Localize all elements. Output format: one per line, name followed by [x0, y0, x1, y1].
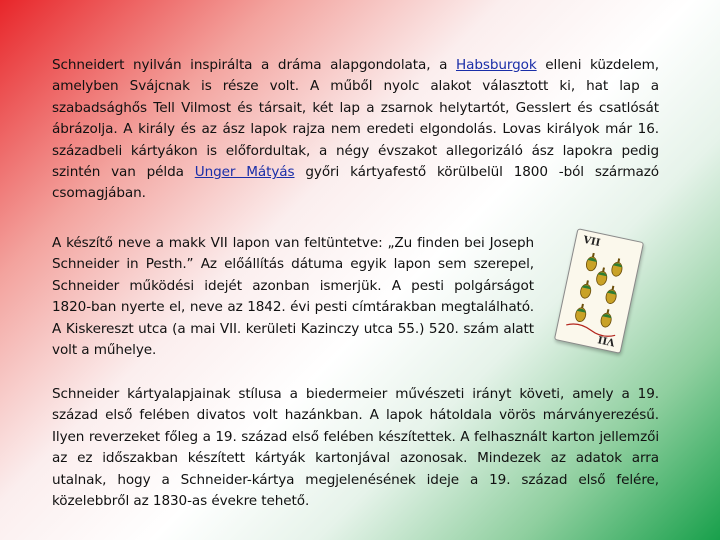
card-label-top: VII	[582, 234, 602, 250]
playing-card-acorn-vii	[554, 228, 644, 354]
paragraph-2: A készítő neve a makk VII lapon van feltüntetve: „Zu finden bei Joseph Schneider in Pesth.” Az előállítás dátuma egyik lapon sem szerepel, Schneider működési idejét azonban ismerjük. A pesti polgárságot 1820-ban nyerte el, neve az 1842. évi pesti címtárakban megtalálható. A Kiskereszt utca (a mai VII. kerületi Kazinczy utca 55.) 520. szám alatt volt a műhelye.	[52, 235, 534, 359]
acorn-suit-card-icon	[555, 229, 643, 352]
paragraph-1-text-b: elleni küzdelem, amelyben Svájcnak is része volt. A műből nyolc alakot választott ki, hat lap a szabadsághős Tell Vilmost és társait, két lap a zsarnok helytartót, Gesslert és csatlósát ábrázolja. A király és az ász lapok rajza nem eredeti elgondolás. Lovas királyok már 16. századbeli kártyákon is előfordultak, a négy évszakot allegorizáló ász lapokra pedig szintén van példa	[52, 57, 660, 181]
unger-matyas-link[interactable]: Unger Mátyás	[194, 164, 295, 181]
paragraph-1-text-c: győri kártyafestő körülbelül 1800 -ból származó csomagjában.	[52, 164, 659, 202]
paragraph-3: Schneider kártyalapjainak stílusa a biedermeier művészeti irányt követi, amely a 19. század első felében divatos volt hazánkban. A lapok hátoldala vörös márványerezésű. Ilyen reverzeket főleg a 19. század első felében készítettek. A felhasznált karton jellemzői az ez időszakban készített kártyák kartonjával azonosak. Mindezek az adatok arra utalnak, hogy a Schneider-kártya megjelenésének ideje a 19. század első felére, közelebbről az 1830-as évekre tehető.	[52, 386, 659, 510]
paragraph-1	[52, 55, 659, 205]
paragraph-1-text-a: Schneidert nyilván inspirálta a dráma alapgondolata, a	[52, 57, 456, 73]
habsburgok-link[interactable]: Habsburgok	[455, 57, 537, 73]
card-label-bottom: VII	[596, 332, 616, 348]
